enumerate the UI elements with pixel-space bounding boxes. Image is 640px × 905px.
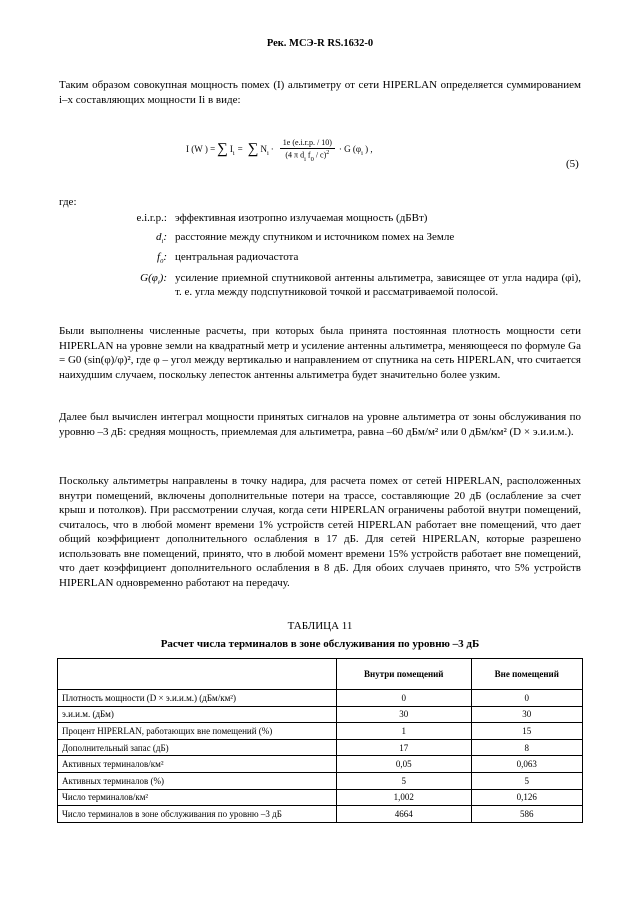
definition-di: $d_i$: расстояние между спутником и источником помех на Земле (156, 230, 455, 245)
formula-term-n: $N_i$ (260, 143, 269, 157)
formula-fraction (280, 138, 335, 163)
sum-symbol: ∑ (217, 141, 228, 158)
equation-number: (5) (566, 158, 579, 170)
formula-term-i: $I_i$ (229, 143, 235, 157)
table-header-outdoor: Вне помещений (471, 659, 582, 690)
page-header: Рек. МСЭ-R RS.1632-0 (266, 38, 374, 49)
results-table (57, 658, 583, 823)
table-label: ТАБЛИЦА 11 (287, 620, 353, 632)
calc-paragraph: Были выполнены численные расчеты, при которых была принята постоянная плотность мощности сети HIPERLAN на уровне земли на квадратный метр и усиление антенны альтиметра, меняющееся по формуле Ga = G0 (sin(φ)/φ)², где φ – угол между вертикалью и направлением от спутника на сеть HIPERLAN, что считается наихудшим случаем, поскольку лепесток антенны альтиметра будет значительно более узким. (59, 325, 581, 381)
definition-eirp: e.i.r.p.: эффективная изотропно излучаемая мощность (дБВт) (136, 212, 428, 224)
sum-symbol-2: ∑ (247, 141, 259, 158)
table-title: Расчет числа терминалов в зоне обслуживания по уровню –3 дБ (160, 638, 480, 650)
formula-5 (186, 138, 373, 163)
definition-f0: $f_0$: центральная радиочастота (157, 251, 299, 265)
formula-lhs: I (W ) = (186, 143, 216, 154)
table-row: Процент HIPERLAN, работающих вне помещений (%) 1 15 (58, 723, 583, 740)
table-row: Активных терминалов/км² 0,05 0,063 (58, 756, 583, 773)
table-row: Дополнительный запас (дБ) 17 8 (58, 739, 583, 756)
table-header-row (58, 659, 583, 690)
integral-paragraph: Далее был вычислен интеграл мощности принятых сигналов на уровне альтиметра от зоны обслуживания по уровню –3 дБ: средняя мощность, приемлемая для альтиметра, равна –60 дБм/м² или 0 дБм/км² (D × э.и.и.м.). (59, 411, 581, 438)
hiperlan-paragraph: Поскольку альтиметры направлены в точку надира, для расчета помех от сетей HIPERLAN, расположенных внутри помещений, включены дополнительные потери на трассе, составляющие 20 дБ (ослабление за счет крыш и потолков). При рассмотрении случая, когда сети HIPERLAN ограничены работой внутри помещений, считалось, что в любой момент времени 1% устройств сетей HIPERLAN работает вне помещений, что дает общий коэффициент дополнительного ослабления в 17 дБ. Для сетей HIPERLAN, которые разрешено использовать вне помещений, принято, что в любой момент времени 15% устройств работает вне помещений, что дает коэффициент дополнительного ослабления в 8 дБ. Для обоих случаев принято, что 5% устройств HIPERLAN одновременно работают на передачу. (59, 475, 581, 589)
table-row: Число терминалов/км² 1,002 0,126 (58, 789, 583, 806)
table-row: Активных терминалов (%) 5 5 (58, 772, 583, 789)
table-row: Число терминалов в зоне обслуживания по уровню –3 дБ 4664 586 (58, 806, 583, 823)
definition-gain: $G(\varphi_i)$: усиление приемной спутниковой антенны альтиметра, зависящее от угла надира (φi), т. е. угла между подспутниковой точкой и рассматриваемой полосой. (140, 271, 581, 298)
formula-numerator: 1e (e.i.r.p. / 10) (280, 138, 335, 149)
where-label: где: (59, 196, 77, 208)
table-row: э.и.и.м. (дБм) 30 30 (58, 706, 583, 723)
intro-paragraph: Таким образом совокупная мощность помех (I) альтиметру от сети HIPERLAN определяется суммированием i–х составляющих мощности Ii в виде: (59, 79, 581, 106)
formula-gain: · G ($\varphi_i$ ) , (338, 143, 373, 157)
definitions-list (59, 211, 581, 304)
formula-denominator: (4 π $d_i$ $f_0 / c)^2$ (285, 150, 330, 163)
formula-equals: = (237, 143, 243, 154)
formula-dot: · (270, 143, 274, 154)
table-header-indoor: Внутри помещений (337, 659, 472, 690)
table-header-blank (58, 659, 337, 690)
table-row: Плотность мощности (D × э.и.и.м.) (дБм/км²) 0 0 (58, 690, 583, 707)
